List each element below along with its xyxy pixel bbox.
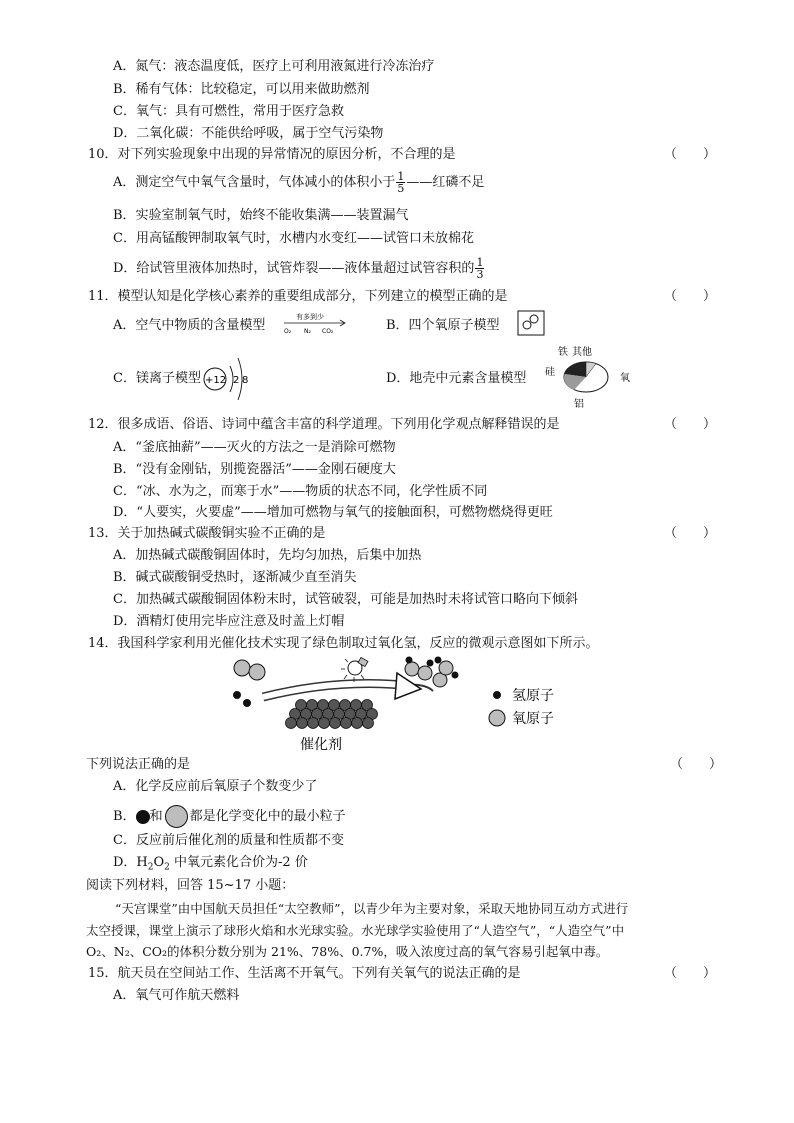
legend-oxygen-label: 氧原子 xyxy=(512,711,554,727)
q12-option-d: D．“人要实，火要虚”——增加可燃物与氧气的接触面积，可燃物燃烧得更旺 xyxy=(113,505,553,520)
pie-label: 铁 xyxy=(558,347,568,358)
hydrogen-molecule-icon xyxy=(233,691,251,707)
photocatalysis-diagram xyxy=(225,655,585,755)
reading-intro: 阅读下列材料，回答 15~17 小题： xyxy=(86,878,295,893)
reaction-arrow-inner xyxy=(263,684,403,698)
q9-option-a: A．氮气：液态温度低，医疗上可利用液氮进行冷冻治疗 xyxy=(113,59,435,74)
catalyst-particle xyxy=(330,718,341,729)
q13-answer-paren: （ ） xyxy=(664,526,717,541)
legend-hydrogen-icon xyxy=(493,691,501,699)
q9-option-c: C．氧气：具有可燃性，常用于医疗急救 xyxy=(113,104,344,119)
q9-option-b: B．稀有气体：比较稳定，可以用来做助燃剂 xyxy=(113,82,370,97)
catalyst-particle xyxy=(297,718,308,729)
q12-option-c: C．“冰、水为之，而寒于水”——物质的状态不同，化学性质不同 xyxy=(113,484,488,499)
q13-option-a: A．加热碱式碳酸铜固体时，先均匀加热，后集中加热 xyxy=(113,548,422,563)
gas-label: O₂ xyxy=(284,328,292,335)
q15-option-a: A．氧气可作航天燃料 xyxy=(113,988,240,1003)
q10-option-b: B．实验室制氧气时，始终不能收集满——装置漏气 xyxy=(113,208,409,223)
q11-option-c: C．镁离子模型 xyxy=(113,371,201,386)
q12-answer-paren: （ ） xyxy=(664,417,717,432)
hydrogen-peroxide-molecule-icon xyxy=(405,657,434,681)
catalyst-particle xyxy=(286,718,297,729)
oxygen-atoms-model xyxy=(517,310,545,336)
catalyst-particle xyxy=(352,718,363,729)
q11-option-d: D．地壳中元素含量模型 xyxy=(386,371,527,386)
catalyst-particle xyxy=(319,718,330,729)
light-bulb-icon xyxy=(341,657,368,682)
q13-option-c: C．加热碱式碳酸铜固体粉末时，试管破裂，可能是加热时未将试管口略向下倾斜 xyxy=(113,592,578,607)
fraction: $\frac{1}{5}$ xyxy=(397,170,405,195)
legend-oxygen-icon xyxy=(489,710,505,726)
catalyst-particle xyxy=(363,718,374,729)
q13-option-b: B．碱式碳酸铜受热时，逐渐减少直至消失 xyxy=(113,570,357,585)
q12-option-a: A．“釜底抽薪”——灭火的方法之一是消除可燃物 xyxy=(113,440,396,455)
hydrogen-atom-icon xyxy=(136,810,150,824)
pie-label: 氧 xyxy=(620,373,630,384)
pie-label: 其他 xyxy=(572,347,592,358)
q15-answer-paren: （ ） xyxy=(664,966,717,981)
catalyst-particle xyxy=(308,718,319,729)
arrowhead-icon xyxy=(395,673,421,699)
catalyst-label: 催化剂 xyxy=(300,737,342,753)
fraction: $\frac{1}{3}$ xyxy=(476,256,484,281)
q9-option-d: D．二氧化碳：不能供给呼吸，属于空气污染物 xyxy=(113,126,384,141)
shell-electrons: 2 xyxy=(233,375,240,386)
reading-paragraph-line: “天宫课堂”由中国航天员担任“太空教师”，以青少年为主要对象，采取天地协同互动方式进行 xyxy=(115,901,629,916)
q14-prompt: 下列说法正确的是 xyxy=(86,757,191,772)
hydrogen-peroxide-molecule-icon xyxy=(433,657,459,688)
q14-option-d: D．$H_2O_2$ 中氧元素化合价为-2 价 xyxy=(113,855,308,873)
legend-hydrogen-label: 氢原子 xyxy=(512,688,554,704)
q15-stem: 15．航天员在空间站工作、生活离不开氧气。下列有关氧气的说法正确的是 xyxy=(88,966,521,981)
q11-option-a: A．空气中物质的含量模型 xyxy=(113,318,266,333)
reading-paragraph-line: O₂、N₂、CO₂的体积分数分别为 21%、78%、0.7%，吸入浓度过高的氧气容易引起氧中毒。 xyxy=(86,944,609,959)
q11-answer-paren: （ ） xyxy=(664,289,717,304)
q10-option-d: D．给试管里液体加热时，试管炸裂——液体量超过试管容积的 $\frac{1}{3}$ xyxy=(113,256,484,281)
catalyst-particles xyxy=(286,700,378,729)
pie-label: 硅 xyxy=(545,367,555,378)
gas-label: CO₂ xyxy=(322,328,334,335)
oxygen-atom-icon xyxy=(530,315,538,323)
q10-option-c: C．用高锰酸钾制取氧气时，水槽内水变红——试管口未放棉花 xyxy=(113,231,474,246)
crust-element-pie xyxy=(540,343,636,411)
q10-answer-paren: （ ） xyxy=(664,147,717,162)
air-content-model xyxy=(282,311,352,337)
q12-option-b: B．“没有金刚钻，别揽瓷器活”——金刚石硬度大 xyxy=(113,462,396,477)
shell-electrons: 8 xyxy=(242,375,249,386)
gas-label: N₂ xyxy=(304,328,311,335)
q12-stem: 12．很多成语、俗语、诗词中蕴含丰富的科学道理。下列用化学观点解释错误的是 xyxy=(88,417,560,432)
nucleus-charge: +12 xyxy=(205,375,227,386)
arrow-label: 有多到少 xyxy=(296,313,324,321)
q11-option-b: B．四个氧原子模型 xyxy=(386,318,500,333)
q14-option-c: C．反应前后催化剂的质量和性质都不变 xyxy=(113,833,344,848)
catalyst-particle xyxy=(341,718,352,729)
q10-option-a: A．测定空气中氧气含量时，气体减小的体积小于 $\frac{1}{5}$ ——红磷不足 xyxy=(113,170,485,195)
reading-paragraph-line: 太空授课，课堂上演示了球形火焰和水光球实验。水光球学实验使用了“人造空气”，“人造空气”中 xyxy=(86,923,625,938)
q14-stem: 14．我国科学家利用光催化技术实现了绿色制取过氧化氢，反应的微观示意图如下所示。 xyxy=(88,636,599,651)
q11-stem: 11．模型认知是化学核心素养的重要组成部分，下列建立的模型正确的是 xyxy=(88,289,508,304)
oxygen-atom-icon xyxy=(523,321,531,329)
q13-stem: 13．关于加热碱式碳酸铜实验不正确的是 xyxy=(88,526,326,541)
q14-option-b: B． 和 都是化学变化中的最小粒子 xyxy=(113,805,346,828)
oxygen-molecule-icon xyxy=(234,660,265,680)
q14-option-a: A．化学反应前后氧原子个数变少了 xyxy=(113,779,318,794)
q13-option-d: D．酒精灯使用完毕应注意及时盖上灯帽 xyxy=(113,614,345,629)
magnesium-ion-model xyxy=(200,352,260,404)
oxygen-atom-icon xyxy=(165,805,188,828)
q10-stem: 10．对下列实验现象中出现的异常情况的原因分析，不合理的是 xyxy=(88,147,456,162)
pie-label: 铝 xyxy=(574,399,584,410)
q14-answer-paren: （ ） xyxy=(670,757,723,772)
